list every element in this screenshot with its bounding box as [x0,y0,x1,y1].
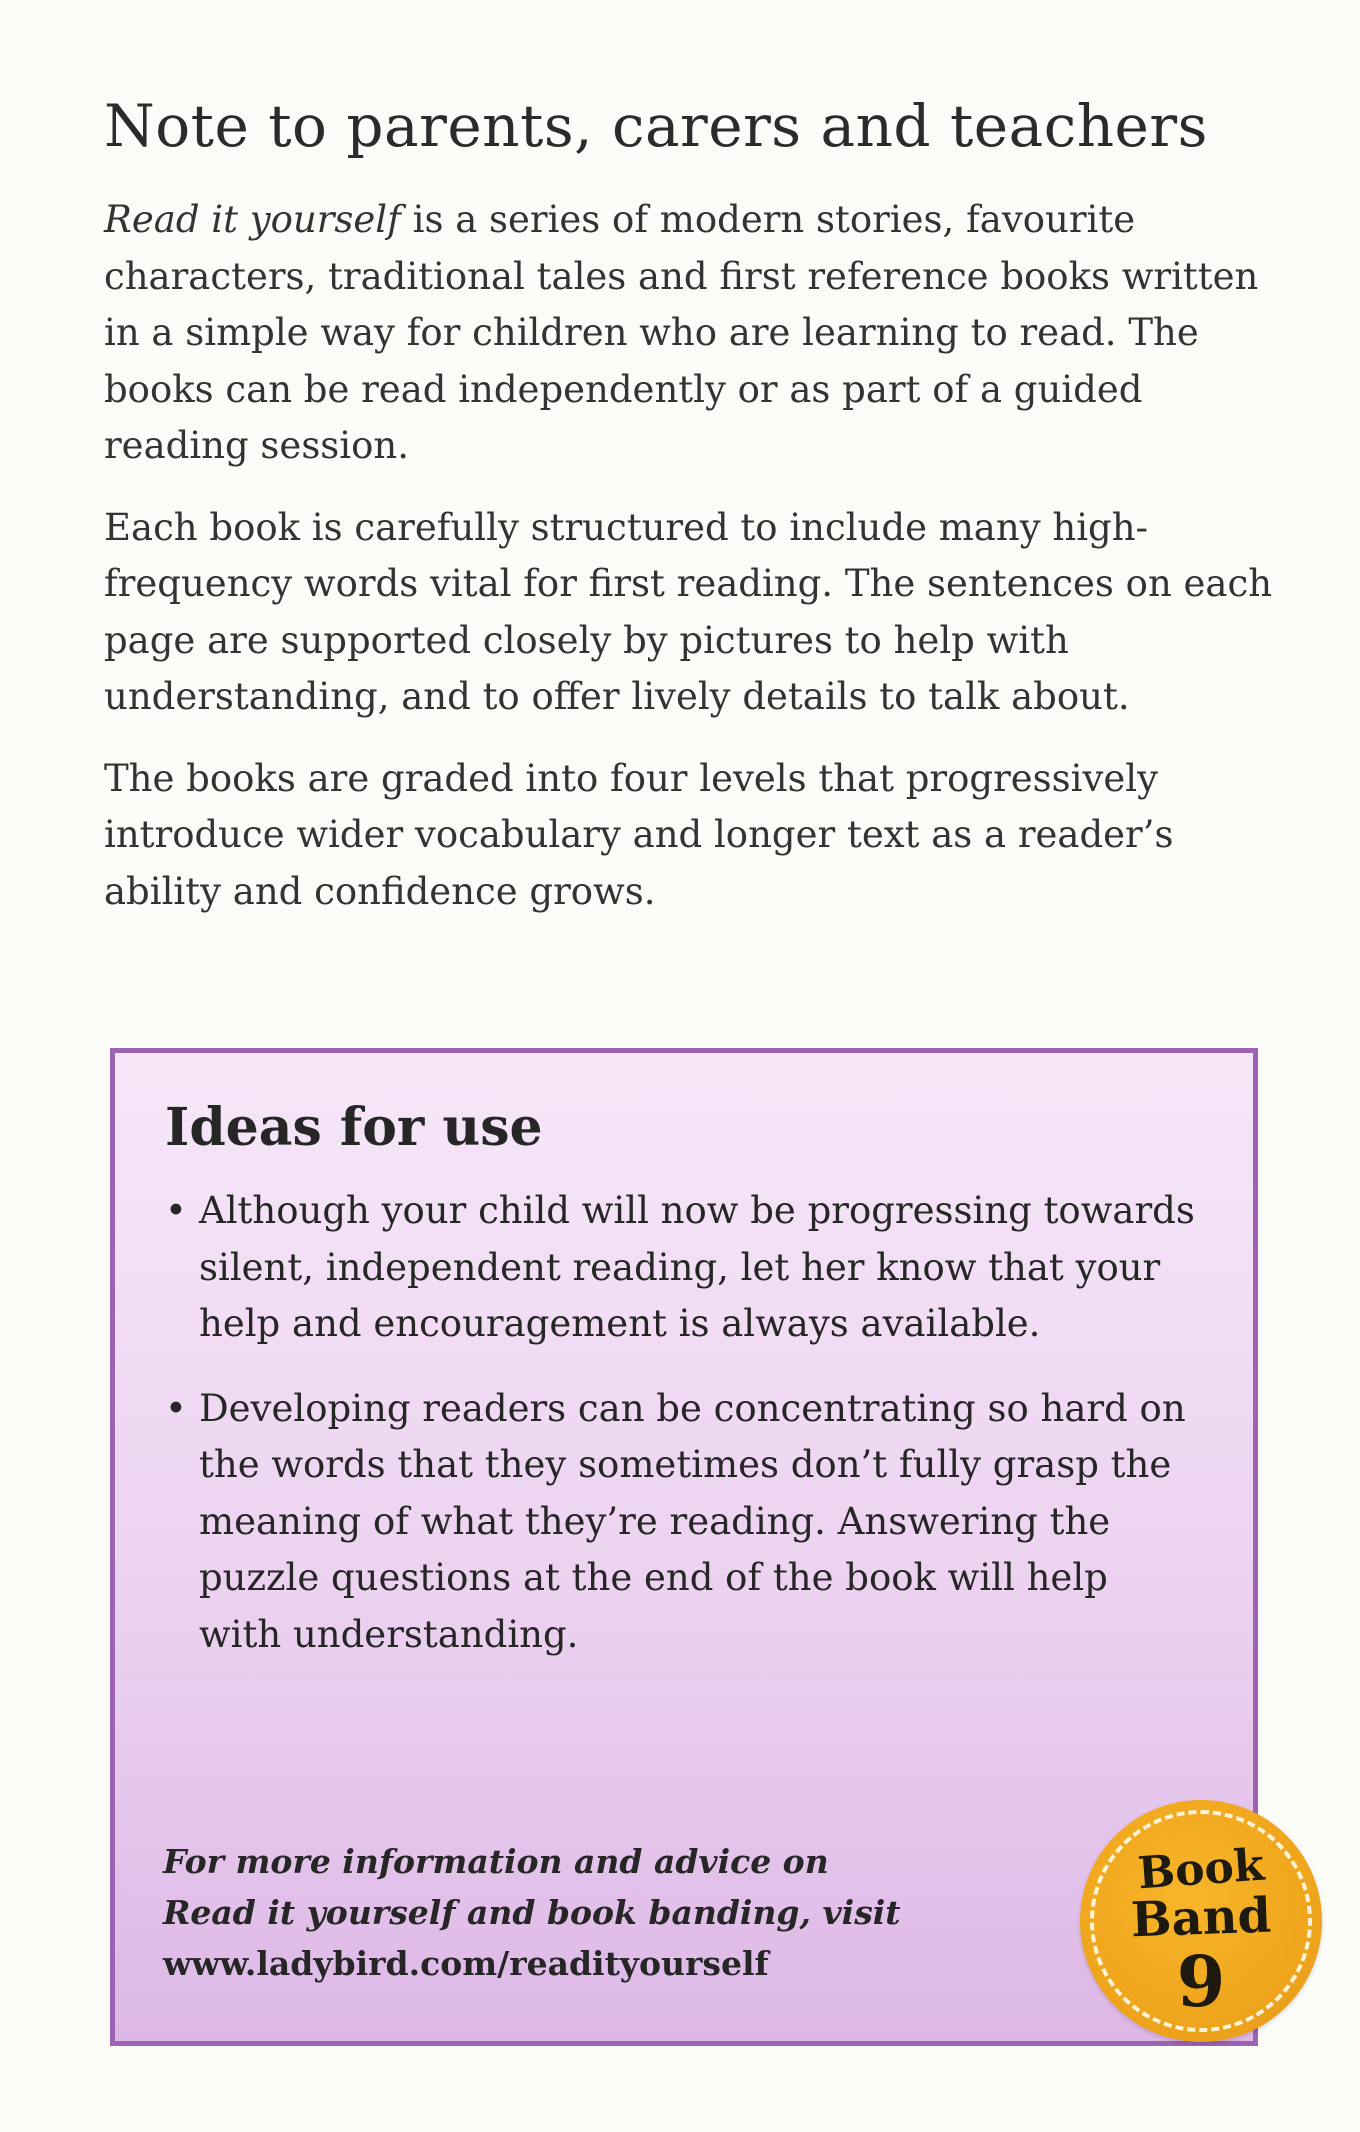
badge-band-number: 9 [1176,1940,1226,2023]
note-title: Note to parents, carers and teachers [104,92,1208,160]
more-info-line-1: For more information and advice on [163,1842,829,1881]
list-item [165,1381,1195,1664]
intro-text [104,192,1284,945]
idea-text: Developing readers can be concentrating so hard on the words that they sometimes don’t fully grasp the meaning of what they’re reading. Answering the puzzle questions at the end of the book will help with understanding. [199,1386,1186,1656]
ideas-list [165,1183,1195,1691]
more-info-line-2: Read it yourself and book banding, visit [163,1893,901,1932]
intro-paragraph-3: The books are graded into four levels that progressively introduce wider vocabulary and longer text as a reader’s ability and confidence grows. [104,756,1174,913]
book-band-badge [1080,1800,1322,2042]
badge-book-label: Book [1136,1839,1266,1900]
more-info [163,1836,1023,1989]
badge-band-label: Band [1129,1887,1272,1949]
bullet-icon: • [165,1189,187,1232]
idea-text: Although your child will now be progressing towards silent, independent reading, let her know that your help and encouragement is always available. [199,1189,1195,1345]
ideas-title: Ideas for use [165,1097,543,1158]
bullet-icon: • [165,1386,187,1430]
list-item [165,1183,1195,1353]
website-link[interactable]: www.ladybird.com/readityourself [163,1944,769,1983]
intro-paragraph-1-text: is a series of modern stories, favourite characters, traditional tales and first reference books written in a simple way for children who are learning to read. The books can be read independently or as part of a guided reading session. [104,198,1259,467]
intro-paragraph-2: Each book is carefully structured to include many high-frequency words vital for first reading. The sentences on each page are supported closely by pictures to help with understanding, and to offer lively details to talk about. [104,505,1273,718]
series-name: Read it yourself [104,198,401,241]
intro-paragraph-1 [104,192,1284,475]
